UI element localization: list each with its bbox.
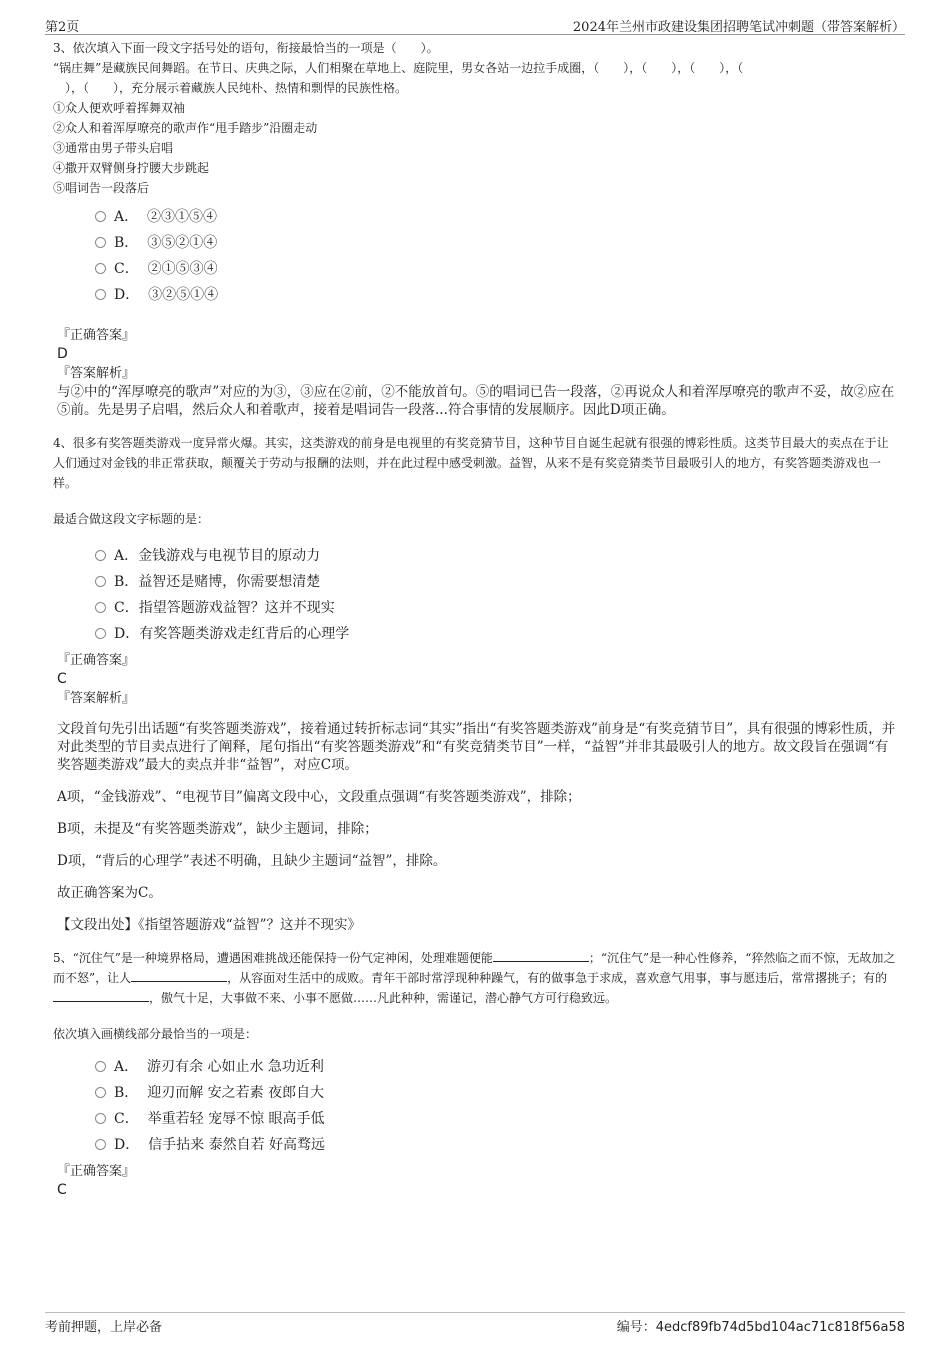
q3-passage-line1: “锅庄舞”是藏族民间舞蹈。在节日、庆典之际，人们相聚在草地上、庭院里，男女各站一边拉手成圈，（ ），（ ），（ ），（	[53, 61, 744, 75]
page-footer	[45, 1312, 905, 1335]
q4-options	[95, 543, 898, 647]
page-number: 第2页	[45, 20, 80, 35]
radio-icon[interactable]	[95, 1061, 106, 1072]
question-5	[53, 948, 898, 1044]
q3-option-c[interactable]: C． ②①⑤③④	[95, 256, 898, 282]
radio-icon[interactable]	[95, 1087, 106, 1098]
q3-option-d[interactable]: D． ③②⑤①④	[95, 282, 898, 308]
q4-option-d[interactable]: D．有奖答题类游戏走红背后的心理学	[95, 621, 898, 647]
question-4	[53, 433, 898, 529]
radio-icon[interactable]	[95, 237, 106, 248]
radio-icon[interactable]	[95, 1139, 106, 1150]
q3-item: ①众人便欢呼着挥舞双袖	[53, 101, 186, 115]
q4-answer: C	[57, 671, 67, 687]
document-body	[53, 38, 898, 1200]
document-title: 2024年兰州市政建设集团招聘笔试冲刺题（带答案解析）	[572, 20, 905, 35]
page-header	[45, 14, 905, 35]
q4-analysis-paragraph: A项，“金钱游戏”、“电视节目”偏离文段中心，文段重点强调“有奖答题类游戏”，排除；	[57, 789, 581, 805]
fill-blank-3[interactable]	[53, 989, 149, 1002]
radio-icon[interactable]	[95, 576, 106, 587]
q5-answer: C	[57, 1182, 67, 1198]
q4-analysis-paragraph: D项，“背后的心理学”表述不明确，且缺少主题词“益智”，排除。	[57, 853, 447, 869]
q5-option-a[interactable]: A． 游刃有余 心如止水 急功近利	[95, 1054, 898, 1080]
correct-answer-label: 『正确答案』	[57, 1164, 136, 1179]
footer-slogan: 考前押题，上岸必备	[45, 1320, 163, 1335]
q3-stem: 3、依次填入下面一段文字括号处的语句，衔接最恰当的一项是（ ）。	[53, 41, 439, 55]
correct-answer-label: 『正确答案』	[57, 653, 136, 668]
q3-answer: D	[57, 346, 68, 362]
q3-item: ⑤唱词告一段落后	[53, 181, 150, 195]
q3-options	[95, 204, 898, 308]
q4-prompt: 最适合做这段文字标题的是：	[53, 512, 210, 526]
radio-icon[interactable]	[95, 550, 106, 561]
q3-item: ②众人和着浑厚嘹亮的歌声作“甩手踏步”沿圈走动	[53, 121, 318, 135]
q5-prompt: 依次填入画横线部分最恰当的一项是：	[53, 1027, 258, 1041]
q3-option-b[interactable]: B． ③⑤②①④	[95, 230, 898, 256]
fill-blank-2[interactable]	[131, 969, 227, 982]
q4-analysis-paragraph: 故正确答案为C。	[57, 885, 162, 901]
analysis-label: 『答案解析』	[57, 366, 136, 381]
q3-item: ④撒开双臂侧身拧腰大步跳起	[53, 161, 210, 175]
q4-analysis-paragraph: 文段首句先引出话题“有奖答题类游戏”，接着通过转折标志词“其实”指出“有奖答题类游戏”前身是“有奖竞猜节目”，具有很强的博彩性质，并对此类型的节目卖点进行了阐释，尾句指出“有奖答题类游戏”和“有奖竞猜类节目”一样，“益智”并非其最吸引人的地方。故文段旨在强调“有奖答题类游戏”最大的卖点并非“益智”，对应C项。	[57, 721, 896, 773]
q5-option-b[interactable]: B． 迎刃而解 安之若素 夜郎自大	[95, 1080, 898, 1106]
radio-icon[interactable]	[95, 628, 106, 639]
q5-option-c[interactable]: C． 举重若轻 宠辱不惊 眼高手低	[95, 1106, 898, 1132]
radio-icon[interactable]	[95, 289, 106, 300]
fill-blank-1[interactable]	[493, 949, 589, 962]
q4-analysis	[57, 720, 898, 934]
q4-source: 【文段出处】《指望答题游戏“益智”？这并不现实》	[57, 917, 362, 933]
document-id: 编号：4edcf89fb74d5bd104ac71c818f56a58	[616, 1320, 905, 1335]
radio-icon[interactable]	[95, 211, 106, 222]
analysis-label: 『答案解析』	[57, 691, 136, 706]
q4-option-b[interactable]: B．益智还是赌博，你需要想清楚	[95, 569, 898, 595]
q5-stem: 5、“沉住气”是一种境界格局，遭遇困难挑战还能保持一份气定神闲，处理难题便能 ；“沉住气”是一种心性修养，“猝然临之而不惊，无故加之而不怒”，让人 ，从容面对生活中的成败。青年干部时常浮现种种躁气，有的做事急于求成，喜欢意气用事，事与愿违后，常常撂挑子；有的，傲气十足，大事做不来、小事不愿做……凡此种种，需谨记，潜心静气方可行稳致远。	[53, 951, 896, 1005]
q5-options	[95, 1054, 898, 1158]
q3-item: ③通常由男子带头启唱	[53, 141, 174, 155]
correct-answer-label: 『正确答案』	[57, 328, 136, 343]
q5-option-d[interactable]: D． 信手拈来 泰然自若 好高骛远	[95, 1132, 898, 1158]
q4-option-c[interactable]: C．指望答题游戏益智？这并不现实	[95, 595, 898, 621]
q4-option-a[interactable]: A．金钱游戏与电视节目的原动力	[95, 543, 898, 569]
question-3	[53, 38, 898, 198]
q3-analysis: 与②中的“浑厚嘹亮的歌声”对应的为③，③应在②前，②不能放首句。⑤的唱词已告一段落，②再说众人和着浑厚嘹亮的歌声不妥，故②应在⑤前。先是男子启唱，然后众人和着歌声，接着是唱词告一段落...符合事情的发展顺序。因此D项正确。	[57, 384, 895, 418]
q3-option-a[interactable]: A． ②③①⑤④	[95, 204, 898, 230]
radio-icon[interactable]	[95, 1113, 106, 1124]
q3-passage-line2: ），（ ），充分展示着藏族人民纯朴、热情和剽悍的民族性格。	[53, 81, 408, 95]
q4-analysis-paragraph: B项，未提及“有奖答题类游戏”，缺少主题词，排除；	[57, 821, 378, 837]
q4-stem: 4、很多有奖答题类游戏一度异常火爆。其实，这类游戏的前身是电视里的有奖竞猜节目，这种节目自诞生起就有很强的博彩性质。这类节目最大的卖点在于让人们通过对金钱的非正常获取，颠覆关于劳动与报酬的法则，并在此过程中感受刺激。益智，从来不是有奖竞猜类节目最吸引人的地方，有奖答题类游戏也一样。	[53, 436, 889, 490]
radio-icon[interactable]	[95, 602, 106, 613]
radio-icon[interactable]	[95, 263, 106, 274]
